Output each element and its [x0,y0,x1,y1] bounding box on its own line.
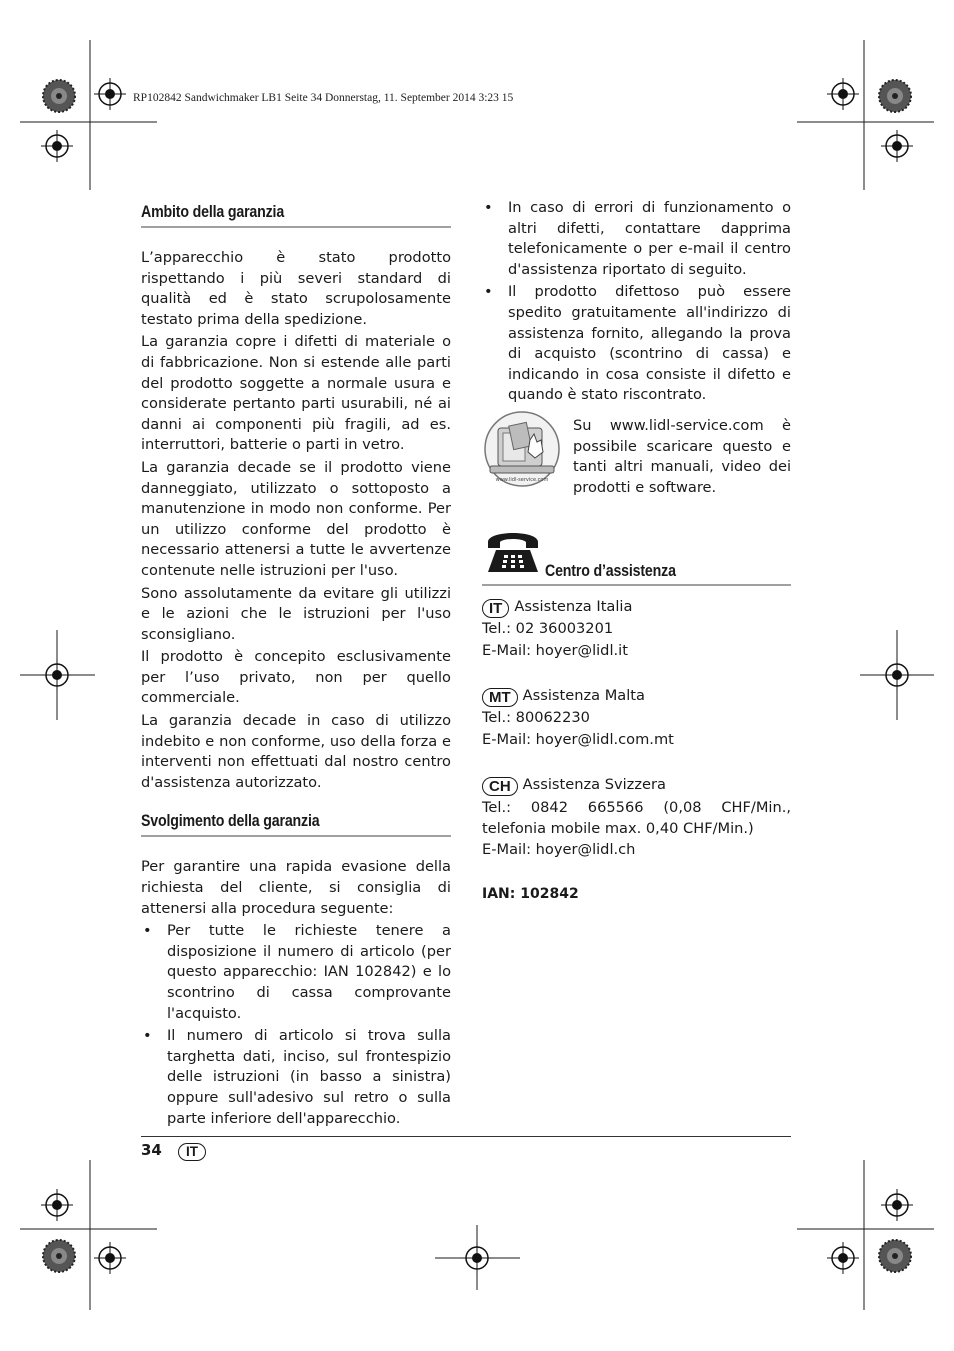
bullet-marker: • [143,1027,152,1045]
service-contact-malta [482,685,791,751]
bullet-marker: • [143,922,152,940]
list-item [141,921,451,1024]
service-email: E-Mail: hoyer@lidl.ch [482,840,636,858]
lidl-service-block [482,408,791,496]
list-item-text: Il numero di articolo si trova sulla targhetta dati, inciso, sul frontespizio delle istruzioni (in basso a sinistra) oppure sull'adesivo sul retro o sulla parte inferiore dell'apparecchio. [167,1027,451,1127]
bullet-marker: • [484,283,493,301]
telephone-icon [484,528,542,576]
list-item-text: In caso di errori di funzionamento o altri difetti, contattare dapprima telefonicamente o per e-mail il centro d'assistenza riportato di seguito. [508,199,791,278]
left-column [141,198,451,1129]
service-name: Assistenza Italia [514,597,633,615]
country-badge-mt: MT [482,688,518,707]
section-heading-warranty-procedure: Svolgimento della garanzia [141,812,320,831]
footer-language-badge: IT [178,1143,206,1161]
bullet-marker: • [484,199,493,216]
right-column [482,198,791,905]
service-contact-italy [482,596,791,662]
section-heading-warranty-scope: Ambito della garanzia [141,203,285,221]
lidl-service-icon [482,410,564,488]
country-badge-it: IT [482,599,509,618]
paragraph: L’apparecchio è stato prodotto rispettando i più severi standard di qualità ed è stato scrupolosamente testato prima della spedizione. [141,249,451,328]
service-name: Assistenza Malta [522,686,645,704]
list-item [482,198,791,280]
list-item [482,282,791,406]
service-phone: Tel.: 0842 665566 (0,08 CHF/Min., telefonia mobile max. 0,40 CHF/Min.) [482,798,791,837]
service-phone: Tel.: 80062230 [482,708,590,726]
paragraph: Sono assolutamente da evitare gli utilizzi e le azioni che le istruzioni per l'uso sconsigliano. [141,584,451,643]
list-item-text: Per tutte le richieste tenere a disposizione il numero di articolo (per questo apparecchio: IAN 102842) e lo scontrino di cassa comprovante l'acquisto. [167,922,451,1022]
paragraph: La garanzia copre i difetti di materiale o di fabbricazione. Non si estende alle parti del prodotto soggette a normale usura e considerate pertanto parti usurabili, né ai danni ai componenti più fragili, ad es. interruttori, batterie o parti in vetro. [141,333,451,454]
service-email: E-Mail: hoyer@lidl.it [482,641,628,659]
country-badge-ch: CH [482,777,518,796]
footer-rule [141,1136,791,1137]
service-heading-block [482,528,791,584]
heading-rule [141,835,451,837]
paragraph: Per garantire una rapida evasione della richiesta del cliente, si consiglia di attenersi alla procedura seguente: [141,858,451,917]
lidl-icon-caption: www.lidl-service.com [495,476,549,483]
paragraph: La garanzia decade se il prodotto viene danneggiato, utilizzato o sottoposto a manutenzione in modo non conforme. Per un utilizzo conforme del prodotto è necessario attenersi a tutte le avvertenze contenute nelle istruzioni per l'uso. [141,458,451,579]
heading-rule [141,226,451,228]
paragraph: La garanzia decade in caso di utilizzo indebito e non conforme, uso della forza e interventi non effettuati dal nostro centro d'assistenza autorizzato. [141,712,451,791]
service-email: E-Mail: hoyer@lidl.com.mt [482,730,674,748]
ian-number: IAN: 102842 [482,885,579,902]
list-item [141,1026,451,1129]
service-name: Assistenza Svizzera [522,775,666,793]
list-item-text: Il prodotto difettoso può essere spedito gratuitamente all'indirizzo di assistenza fornito, allegando la prova di acquisto (scontrino di cassa) e indicando in cosa consiste il difetto e quando è stato riscontrato. [508,283,791,404]
service-contact-switzerland [482,774,791,860]
section-heading-service-center: Centro d’assistenza [545,561,676,580]
print-header: RP102842 Sandwichmaker LB1 Seite 34 Donnerstag, 11. September 2014 3:23 15 [133,92,514,104]
heading-rule [482,584,791,586]
lidl-service-text: Su www.lidl-service.com è possibile scaricare questo e tanti altri manuali, video dei prodotti e software. [573,416,791,496]
paragraph: Il prodotto è concepito esclusivamente per l’uso privato, non per quello commerciale. [141,648,451,707]
service-phone: Tel.: 02 36003201 [482,619,614,637]
page-number: 34 [141,1141,162,1159]
